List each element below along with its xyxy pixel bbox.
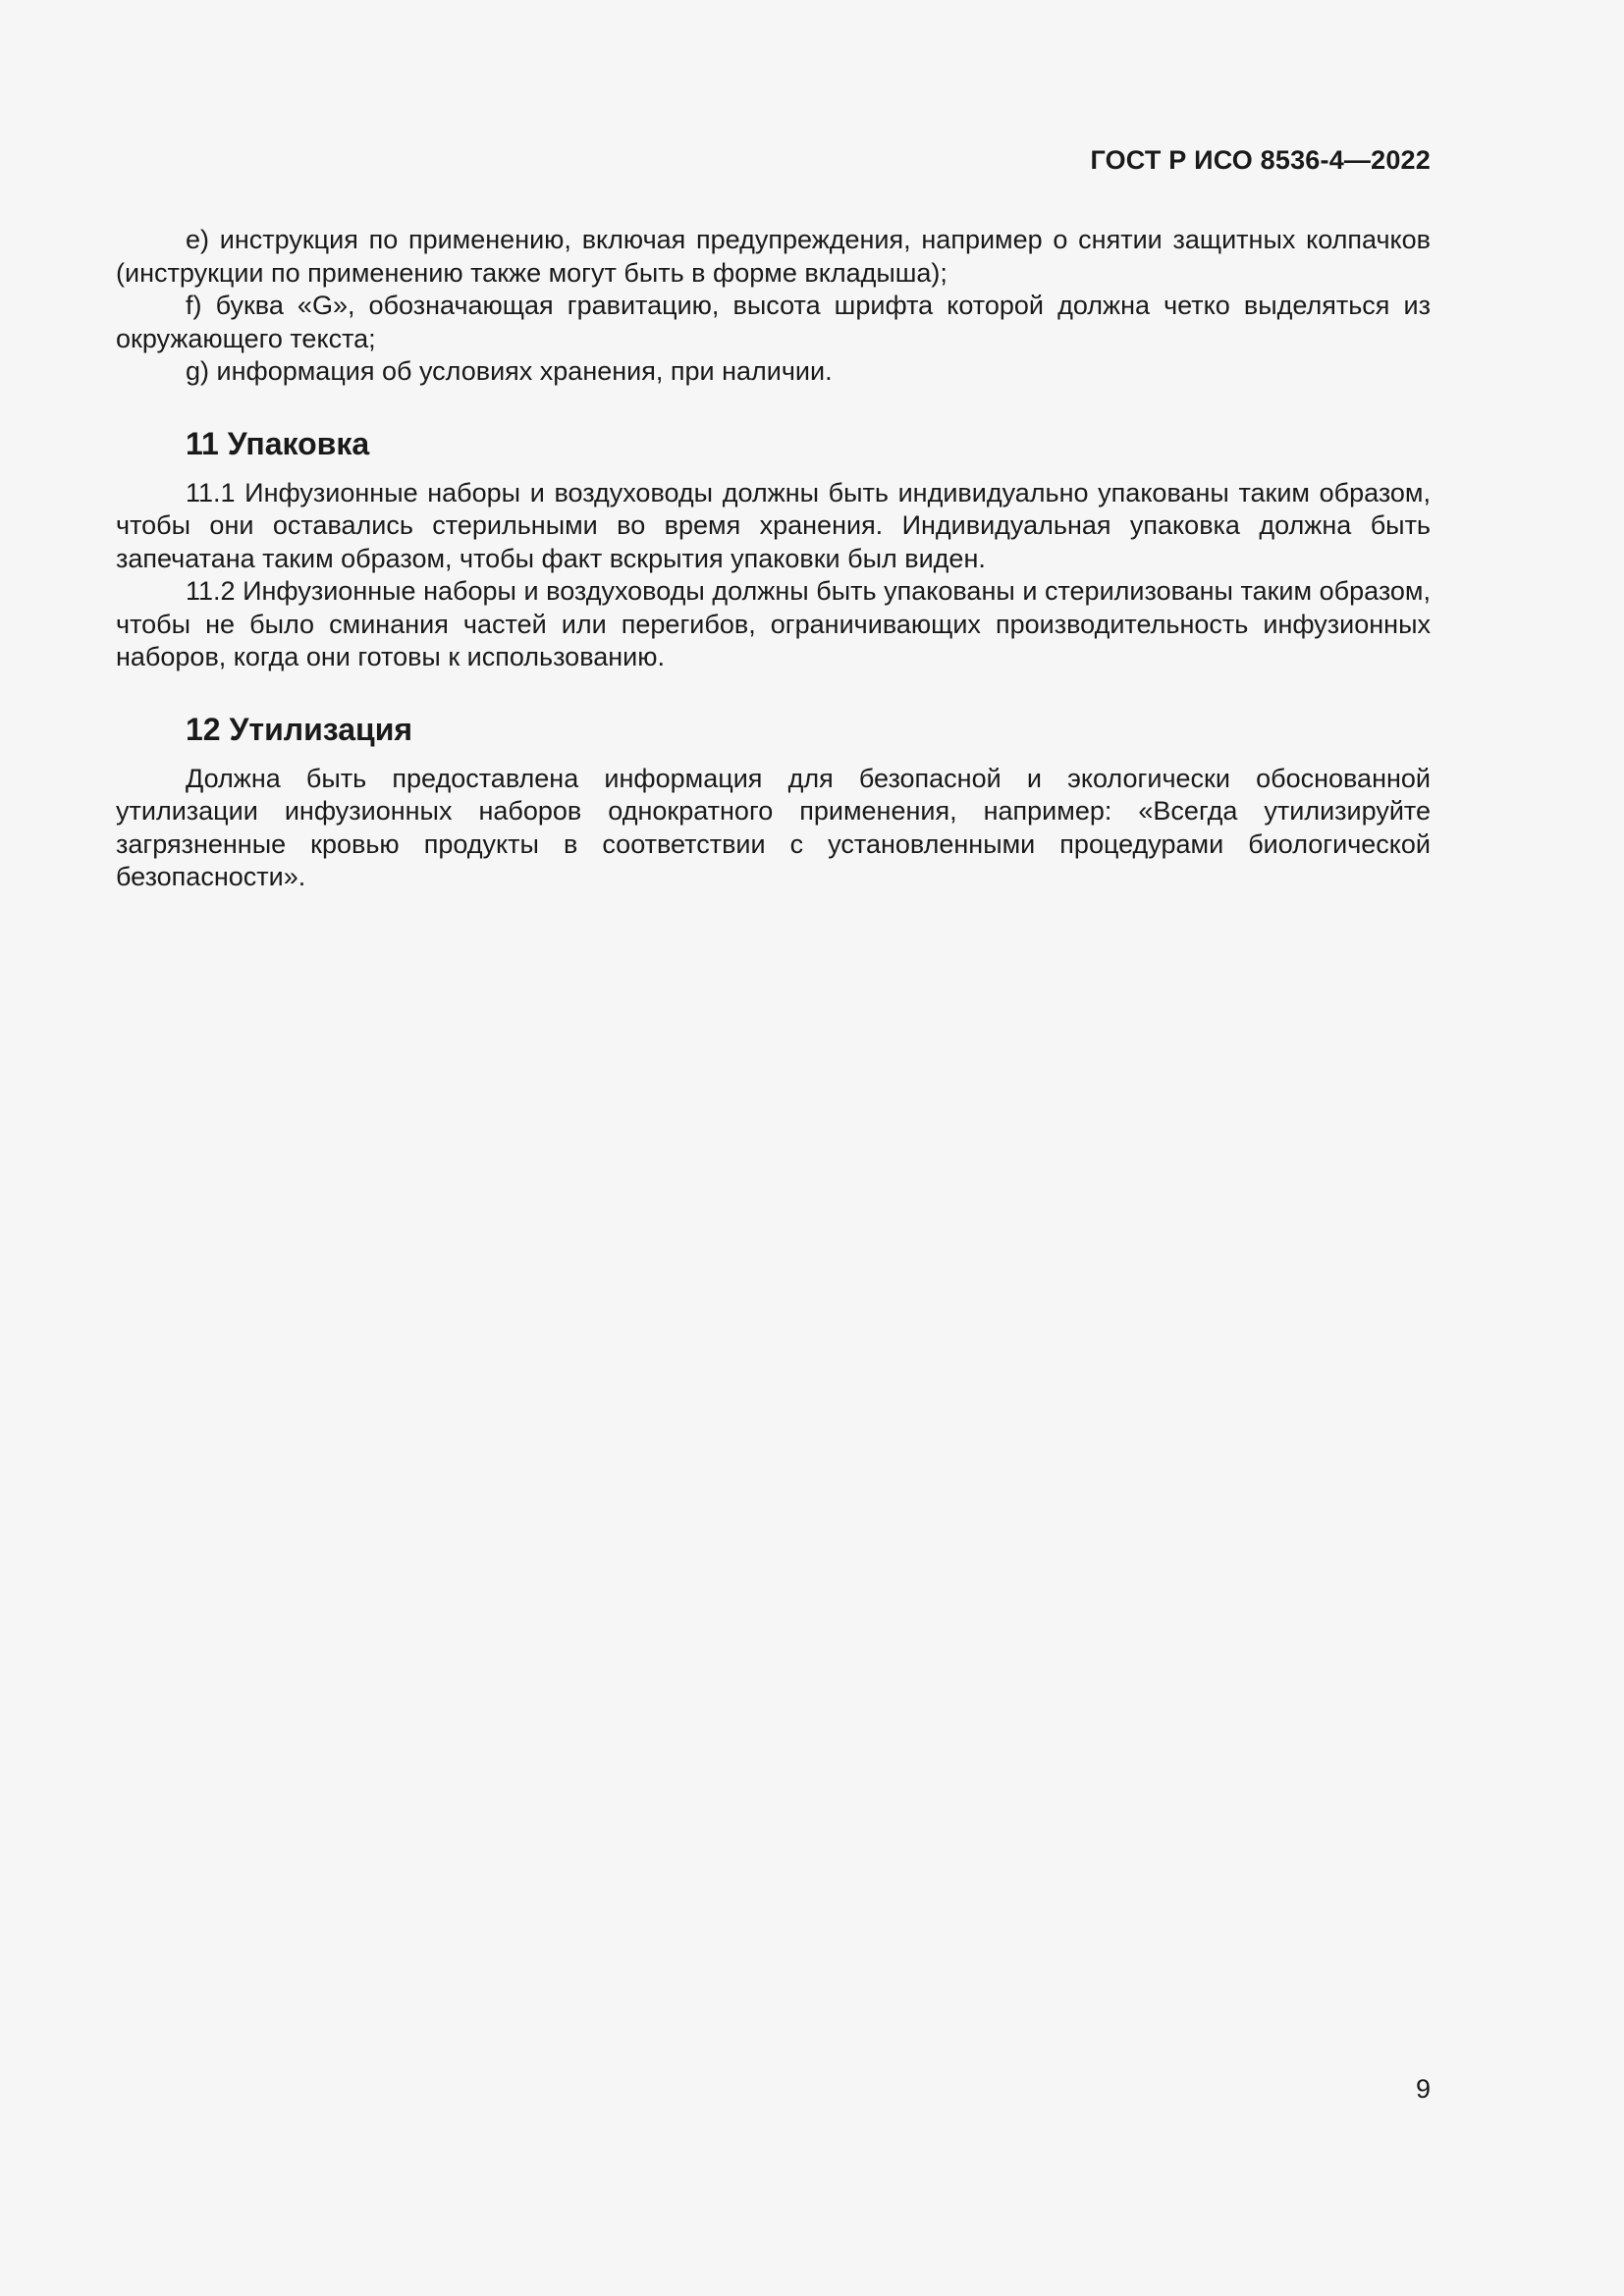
- section-11-1-paragraph: 11.1 Инфузионные наборы и воздуховоды должны быть индивидуально упакованы таким образом, чтобы они оставались стерильными во время хранения. Индивидуальная упаковка должна быть запечатана таким образом, чтобы факт вскрытия упаковки был виден.: [116, 477, 1431, 573]
- section-12-paragraph: Должна быть предоставлена информация для безопасной и экологически обоснованной утилизации инфузионных наборов однократного применения, например: «Всегда утилизируйте загрязненные кровью продукты в соответствии с установленными процедурами биологической безопасности».: [116, 763, 1431, 891]
- list-item-e: е) инструкция по применению, включая предупреждения, например о снятии защитных колпачков (инструкции по применению также могут быть в форме вкладыша);: [116, 225, 1431, 288]
- section-11-heading: 11 Упаковка: [186, 425, 370, 461]
- section-12-heading: 12 Утилизация: [186, 711, 413, 747]
- page-content: [116, 224, 1431, 894]
- list-item-g: g) информация об условиях хранения, при наличии.: [186, 356, 833, 386]
- document-header: ГОСТ Р ИСО 8536-4—2022: [1090, 145, 1431, 175]
- section-11-2-paragraph: 11.2 Инфузионные наборы и воздуховоды должны быть упакованы и стерилизованы таким образом, чтобы не было сминания частей или перегибов, ограничивающих производительность инфузионных наборов, когда они готовы к использованию.: [116, 576, 1431, 671]
- page-number: 9: [1415, 2074, 1431, 2104]
- list-item-f: f) буква «G», обозначающая гравитацию, высота шрифта которой должна четко выделяться из окружающего текста;: [116, 291, 1431, 353]
